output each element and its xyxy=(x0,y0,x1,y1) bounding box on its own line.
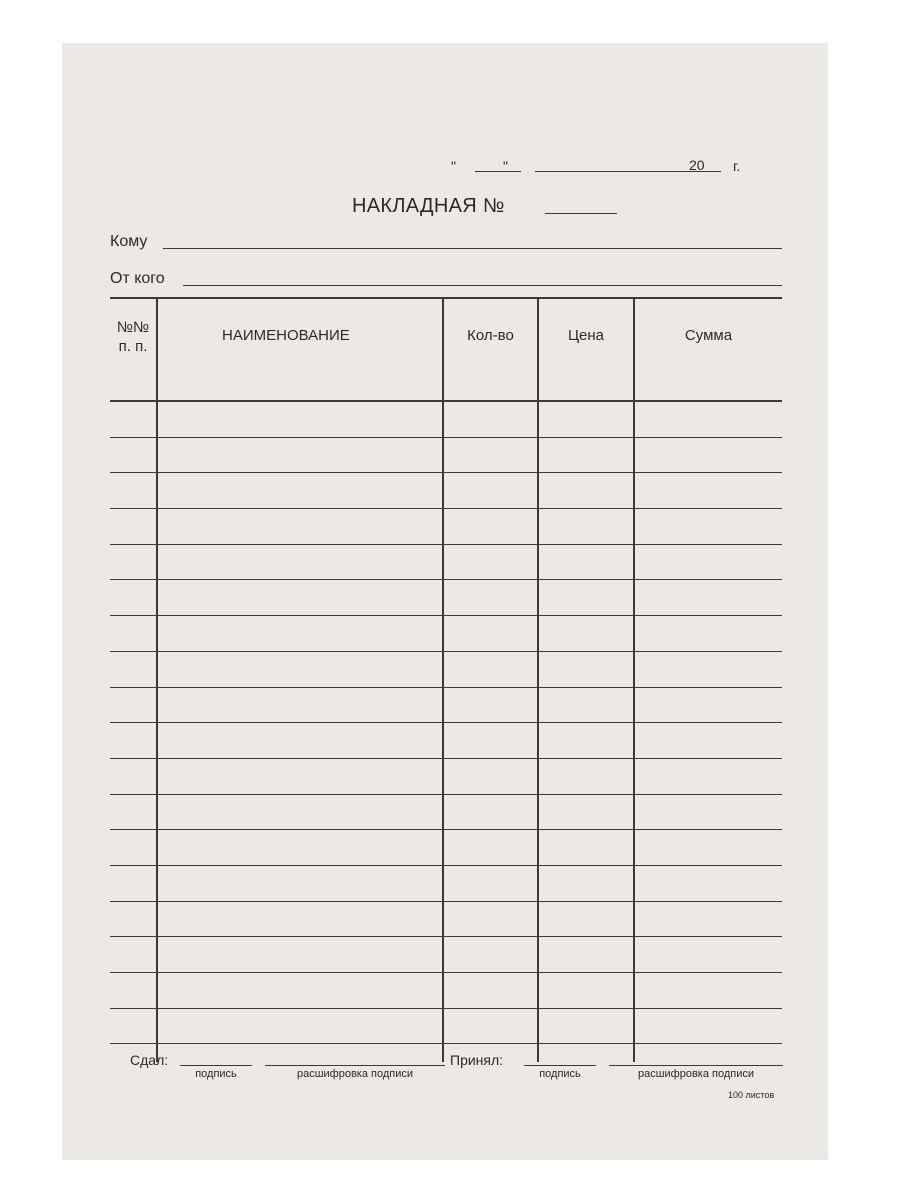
cell-price xyxy=(538,437,634,473)
cell-num xyxy=(110,758,157,794)
cell-num xyxy=(110,830,157,866)
cell-sum xyxy=(634,865,782,901)
cell-qty xyxy=(443,1008,538,1044)
cell-name xyxy=(157,794,443,830)
cell-num xyxy=(110,616,157,652)
cell-price xyxy=(538,616,634,652)
cell-sum xyxy=(634,651,782,687)
column-header-sum xyxy=(634,298,782,401)
cell-sum xyxy=(634,437,782,473)
cell-sum xyxy=(634,794,782,830)
cell-num xyxy=(110,723,157,759)
cell-sum xyxy=(634,544,782,580)
handed-signature-caption: подпись xyxy=(195,1068,237,1080)
cell-num xyxy=(110,1008,157,1044)
cell-sum xyxy=(634,973,782,1009)
cell-name xyxy=(157,509,443,545)
cell-price xyxy=(538,830,634,866)
cell-name xyxy=(157,1044,443,1063)
cell-qty xyxy=(443,580,538,616)
cell-name xyxy=(157,1008,443,1044)
table-row xyxy=(110,758,782,794)
cell-num xyxy=(110,687,157,723)
cell-num xyxy=(110,651,157,687)
cell-num xyxy=(110,865,157,901)
cell-num xyxy=(110,580,157,616)
cell-qty xyxy=(443,437,538,473)
year-prefix: 20 xyxy=(689,157,705,173)
cell-num xyxy=(110,901,157,937)
handed-decode-line xyxy=(265,1065,445,1066)
column-header-num-line1: №№ xyxy=(116,319,150,336)
cell-price xyxy=(538,651,634,687)
received-label: Принял: xyxy=(450,1052,504,1068)
cell-price xyxy=(538,973,634,1009)
cell-price xyxy=(538,865,634,901)
cell-qty xyxy=(443,830,538,866)
handed-signature-line xyxy=(180,1065,252,1066)
cell-name xyxy=(157,723,443,759)
document-title: НАКЛАДНАЯ № xyxy=(352,195,505,217)
cell-num xyxy=(110,937,157,973)
cell-price xyxy=(538,473,634,509)
column-header-price-label: Цена xyxy=(567,327,605,344)
cell-name xyxy=(157,973,443,1009)
cell-name xyxy=(157,865,443,901)
cell-qty xyxy=(443,794,538,830)
table-row xyxy=(110,437,782,473)
column-header-num-line2: п. п. xyxy=(118,338,148,355)
cell-name xyxy=(157,651,443,687)
cell-sum xyxy=(634,758,782,794)
cell-price xyxy=(538,794,634,830)
cell-name xyxy=(157,544,443,580)
table-row xyxy=(110,830,782,866)
table-row xyxy=(110,616,782,652)
cell-num xyxy=(110,544,157,580)
cell-price xyxy=(538,401,634,437)
to-label: Кому xyxy=(110,233,148,250)
column-header-name-label: НАИМЕНОВАНИЕ xyxy=(222,327,350,344)
handed-label: Сдал: xyxy=(130,1052,169,1068)
cell-price xyxy=(538,509,634,545)
cell-name xyxy=(157,830,443,866)
table-row xyxy=(110,1008,782,1044)
table-row xyxy=(110,937,782,973)
cell-name xyxy=(157,437,443,473)
cell-sum xyxy=(634,509,782,545)
cell-name xyxy=(157,687,443,723)
items-table xyxy=(110,297,782,1062)
cell-sum xyxy=(634,830,782,866)
cell-price xyxy=(538,544,634,580)
column-header-num xyxy=(110,298,157,401)
to-field-line xyxy=(163,248,782,249)
cell-price xyxy=(538,687,634,723)
cell-qty xyxy=(443,723,538,759)
cell-name xyxy=(157,401,443,437)
cell-qty xyxy=(443,937,538,973)
cell-price xyxy=(538,580,634,616)
received-signature-caption: подпись xyxy=(539,1068,581,1080)
cell-price xyxy=(538,723,634,759)
cell-sum xyxy=(634,687,782,723)
cell-qty xyxy=(443,651,538,687)
cell-qty xyxy=(443,509,538,545)
cell-num xyxy=(110,401,157,437)
table-row xyxy=(110,865,782,901)
cell-num xyxy=(110,509,157,545)
received-signature-line xyxy=(524,1065,596,1066)
cell-sum xyxy=(634,473,782,509)
cell-num xyxy=(110,973,157,1009)
cell-qty xyxy=(443,901,538,937)
received-decode-caption: расшифровка подписи xyxy=(637,1068,755,1080)
from-label: От кого xyxy=(110,270,165,287)
table-tail-row xyxy=(110,1044,782,1063)
cell-num xyxy=(110,437,157,473)
date-close-quote: " xyxy=(503,158,508,174)
cell-name xyxy=(157,937,443,973)
cell-price xyxy=(538,901,634,937)
cell-qty xyxy=(443,687,538,723)
cell-qty xyxy=(443,973,538,1009)
cell-sum xyxy=(634,1008,782,1044)
table-row xyxy=(110,473,782,509)
table-row xyxy=(110,973,782,1009)
table-row xyxy=(110,544,782,580)
table-row xyxy=(110,651,782,687)
cell-name xyxy=(157,901,443,937)
table-row xyxy=(110,794,782,830)
table-row xyxy=(110,901,782,937)
cell-sum xyxy=(634,901,782,937)
cell-price xyxy=(538,758,634,794)
handed-decode-caption: расшифровка подписи xyxy=(296,1068,414,1080)
cell-price xyxy=(538,1008,634,1044)
cell-price xyxy=(538,1044,634,1063)
cell-qty xyxy=(443,473,538,509)
table-row xyxy=(110,509,782,545)
table-row xyxy=(110,723,782,759)
date-open-quote: " xyxy=(451,158,456,174)
cell-qty xyxy=(443,544,538,580)
sheet-count: 100 листов xyxy=(728,1090,775,1100)
table-row xyxy=(110,401,782,437)
invoice-form-sheet xyxy=(62,43,828,1160)
cell-qty xyxy=(443,758,538,794)
cell-price xyxy=(538,937,634,973)
cell-sum xyxy=(634,723,782,759)
cell-sum xyxy=(634,580,782,616)
column-header-qty-label: Кол-во xyxy=(467,327,514,344)
cell-qty xyxy=(443,616,538,652)
cell-sum xyxy=(634,401,782,437)
cell-num xyxy=(110,794,157,830)
cell-name xyxy=(157,580,443,616)
cell-sum xyxy=(634,616,782,652)
cell-name xyxy=(157,616,443,652)
column-header-sum-label: Сумма xyxy=(684,327,733,344)
cell-sum xyxy=(634,937,782,973)
column-header-name xyxy=(157,298,443,401)
year-suffix: г. xyxy=(733,158,741,174)
cell-name xyxy=(157,473,443,509)
day-line xyxy=(475,171,521,172)
cell-num xyxy=(110,473,157,509)
column-header-qty xyxy=(443,298,538,401)
cell-sum xyxy=(634,1044,782,1063)
table-row xyxy=(110,687,782,723)
cell-qty xyxy=(443,401,538,437)
cell-qty xyxy=(443,865,538,901)
column-header-price xyxy=(538,298,634,401)
from-field-line xyxy=(183,285,782,286)
received-decode-line xyxy=(609,1065,783,1066)
invoice-number-line xyxy=(545,213,617,214)
cell-name xyxy=(157,758,443,794)
table-header-row xyxy=(110,298,782,401)
table-row xyxy=(110,580,782,616)
